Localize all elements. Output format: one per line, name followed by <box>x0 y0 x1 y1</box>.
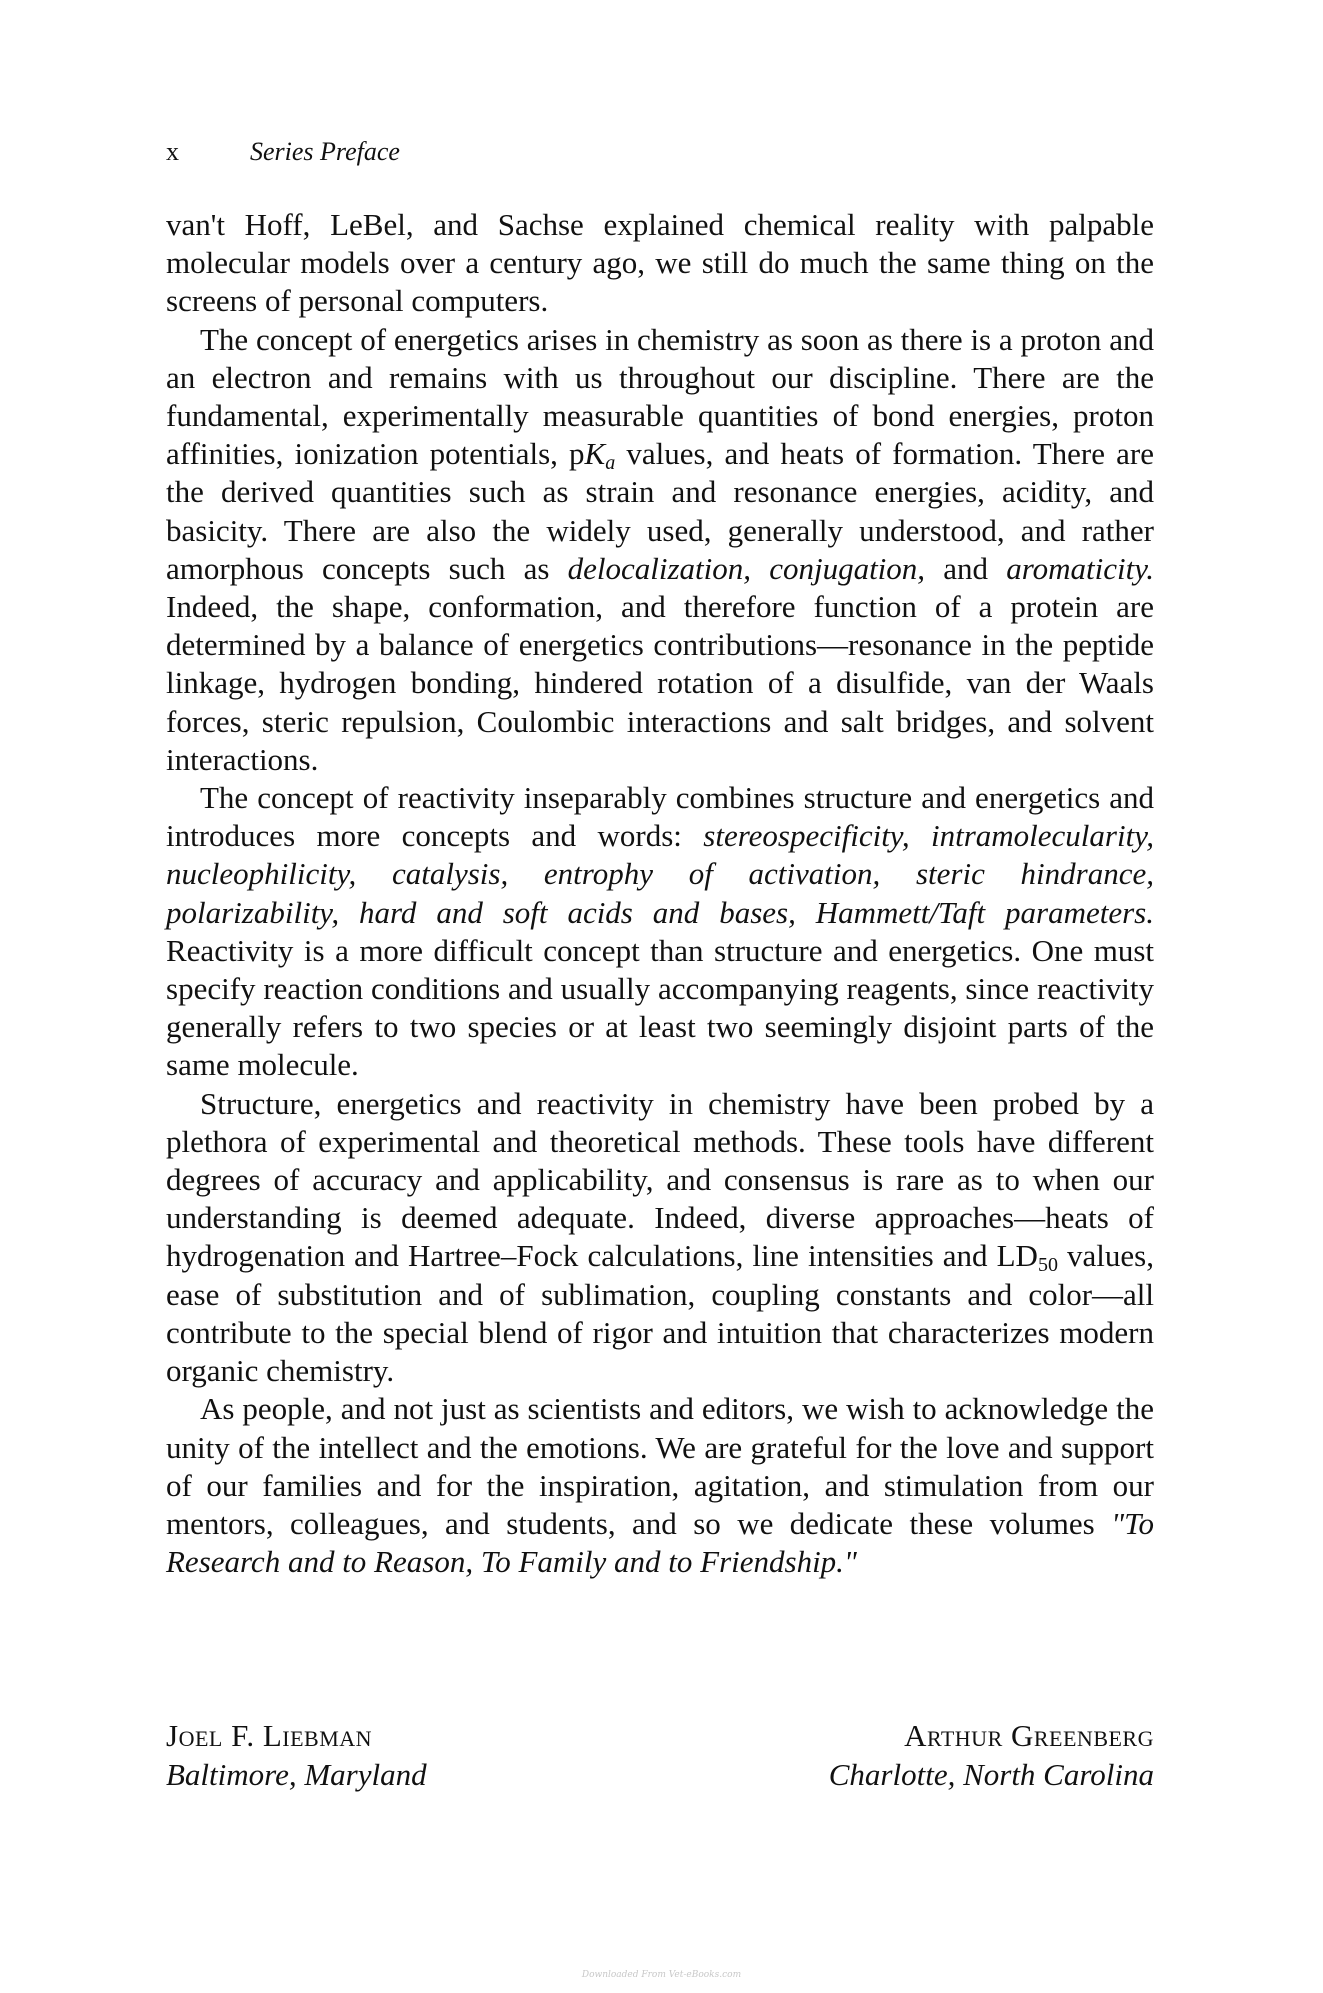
author-name: Arthur Greenberg <box>904 1718 1154 1753</box>
text-run: and <box>925 550 1007 586</box>
text-run: Structure, energetics and reactivity in chemistry have been probed by a plethora of experimental and theoretical methods. These tools have different degrees of accuracy and applicability, and consensus is rare as to when our understanding is deemed adequate. Indeed, diverse approaches—heats of hydrogenation and Hartree–Fock calculations, line intensities and LD <box>166 1085 1154 1274</box>
paragraph <box>166 321 1154 779</box>
italic-text: aromaticity. <box>1006 550 1154 586</box>
text-run: van't Hoff, LeBel, and Sachse explained chemical reality with palpable molecular models over a century ago, we still do much the same thing on the screens of personal computers. <box>166 207 1154 319</box>
text-run: As people, and not just as scientists and editors, we wish to acknowledge the unity of the intellect and the emotions. We are grateful for the love and support of our families and for the inspiration, agitation, and stimulation from our mentors, colleagues, and students, and so we dedicate these volumes <box>166 1391 1154 1541</box>
text-run: values, ease of substitution and of sublimation, coupling constants and color—all contribute to the special blend of rigor and intuition that characterizes modern organic chemistry. <box>166 1238 1154 1389</box>
italic-text: stereospecificity, intramolecularity, nucleophilicity, catalysis, entrophy of activation, steric hindrance, polarizability, hard and soft acids and bases, Hammett/Taft parameters. <box>166 818 1154 930</box>
running-title: Series Preface <box>250 137 400 166</box>
paragraph <box>166 1390 1154 1581</box>
author-name: Joel F. Liebman <box>166 1718 373 1753</box>
subscript-text: 50 <box>1037 1254 1058 1277</box>
paragraph <box>166 206 1154 321</box>
paragraph <box>166 1085 1154 1391</box>
italic-text: K <box>584 436 606 472</box>
running-head <box>166 136 400 168</box>
author-location: Baltimore, Maryland <box>166 1757 427 1792</box>
signature-left <box>166 1716 427 1794</box>
text-run: Indeed, the shape, conformation, and therefore function of a protein are determined by a balance of energetics contributions—resonance in the peptide linkage, hydrogen bonding, hindered rotation of a disulfide, van der Waals forces, steric repulsion, Coulombic interactions and salt bridges, and solvent interactions. <box>166 589 1154 777</box>
download-watermark: Downloaded From Vet-eBooks.com <box>581 1970 742 1980</box>
italic-text: "To Research and to Reason, To Family and to Friendship." <box>166 1505 1154 1580</box>
text-run: The concept of reactivity inseparably combines structure and energetics and introduces more concepts and words: <box>166 780 1154 854</box>
page-number: x <box>166 137 179 166</box>
signature-right <box>829 1716 1154 1794</box>
text-run: Reactivity is a more difficult concept than structure and energetics. One must specify reaction conditions and usually accompanying reagents, since reactivity generally refers to two species or at least two seemingly disjoint parts of the same molecule. <box>166 932 1154 1083</box>
author-location: Charlotte, North Carolina <box>828 1757 1154 1792</box>
subscript-text: a <box>605 452 616 475</box>
italic-text: delocalization, conjugation, <box>567 550 926 586</box>
text-run: The concept of energetics arises in chemistry as soon as there is a proton and an electron and remains with us throughout our discipline. There are the fundamental, experimentally measurable quantities of bond energies, proton affinities, ionization potentials, p <box>166 321 1154 472</box>
text-run: values, and heats of formation. There are the derived quantities such as strain and resonance energies, acidity, and basicity. There are also the widely used, generally understood, and rather amorphous concepts such as <box>166 436 1154 586</box>
paragraph <box>166 779 1154 1085</box>
body-text <box>166 206 1154 1581</box>
